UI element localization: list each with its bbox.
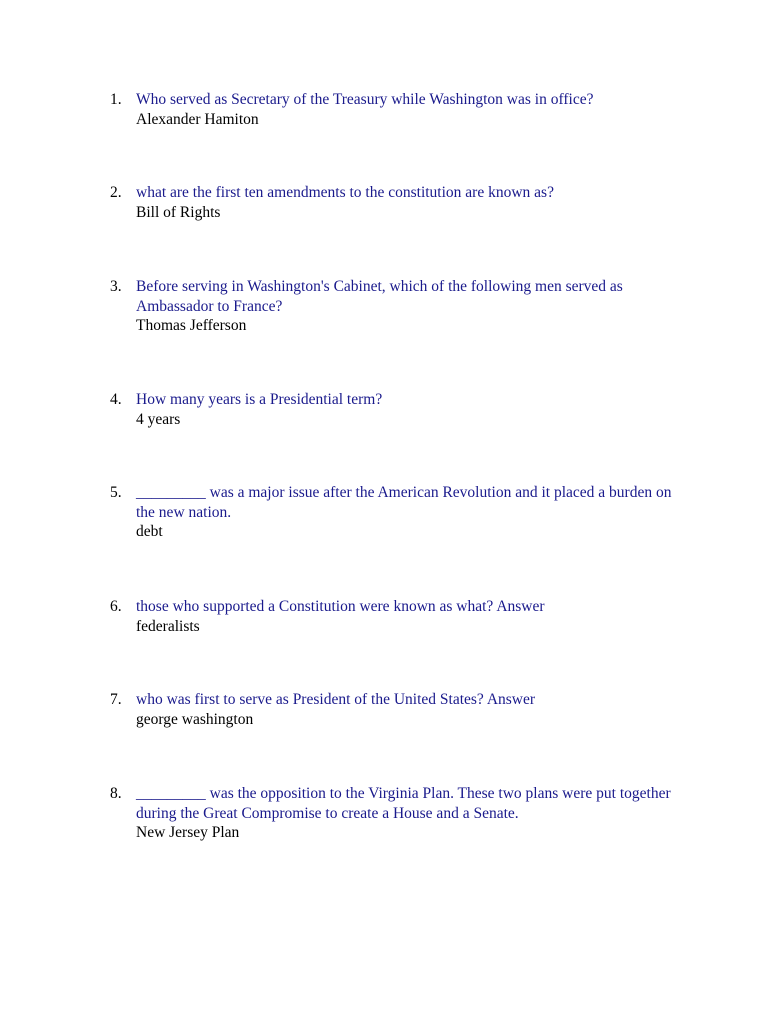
item-number: 5. — [110, 484, 122, 501]
question-text: what are the first ten amendments to the constitution are known as? — [136, 184, 554, 201]
quiz-item-2 — [110, 183, 680, 222]
answer-text: 4 years — [136, 410, 181, 428]
item-number: 7. — [110, 691, 122, 708]
question-text: Who served as Secretary of the Treasury while Washington was in office? — [136, 91, 594, 108]
question-text: _________ was a major issue after the American Revolution and it placed a burden on the new nation. — [136, 484, 672, 521]
answer-text: New Jersey Plan — [136, 824, 240, 841]
quiz-item-4 — [110, 390, 680, 429]
answer-text: debt — [136, 523, 163, 540]
answer-text: Thomas Jefferson — [136, 317, 247, 334]
quiz-item-6 — [110, 597, 680, 636]
item-number: 8. — [110, 785, 122, 802]
quiz-item-8 — [110, 784, 680, 843]
answer-text: federalists — [136, 617, 200, 635]
answer-text: Bill of Rights — [136, 203, 221, 221]
item-number: 2. — [110, 184, 122, 201]
quiz-item-5 — [110, 483, 680, 542]
answer-text: Alexander Hamiton — [136, 110, 259, 128]
question-text: who was first to serve as President of the United States? Answer — [136, 691, 536, 708]
item-number: 6. — [110, 598, 122, 615]
item-number: 4. — [110, 391, 122, 408]
item-number: 1. — [110, 91, 122, 108]
question-text: _________ was the opposition to the Virginia Plan. These two plans were put together during the Great Compromise to create a House and a Senate. — [136, 785, 671, 822]
quiz-item-3 — [110, 277, 680, 336]
question-text: How many years is a Presidential term? — [136, 391, 383, 408]
item-number: 3. — [110, 278, 122, 295]
answer-text: george washington — [136, 710, 254, 728]
quiz-item-1 — [110, 90, 680, 129]
quiz-item-7 — [110, 690, 680, 729]
question-text: Before serving in Washington's Cabinet, which of the following men served as Ambassador to France? — [136, 278, 623, 315]
question-text: those who supported a Constitution were known as what? Answer — [136, 598, 545, 615]
